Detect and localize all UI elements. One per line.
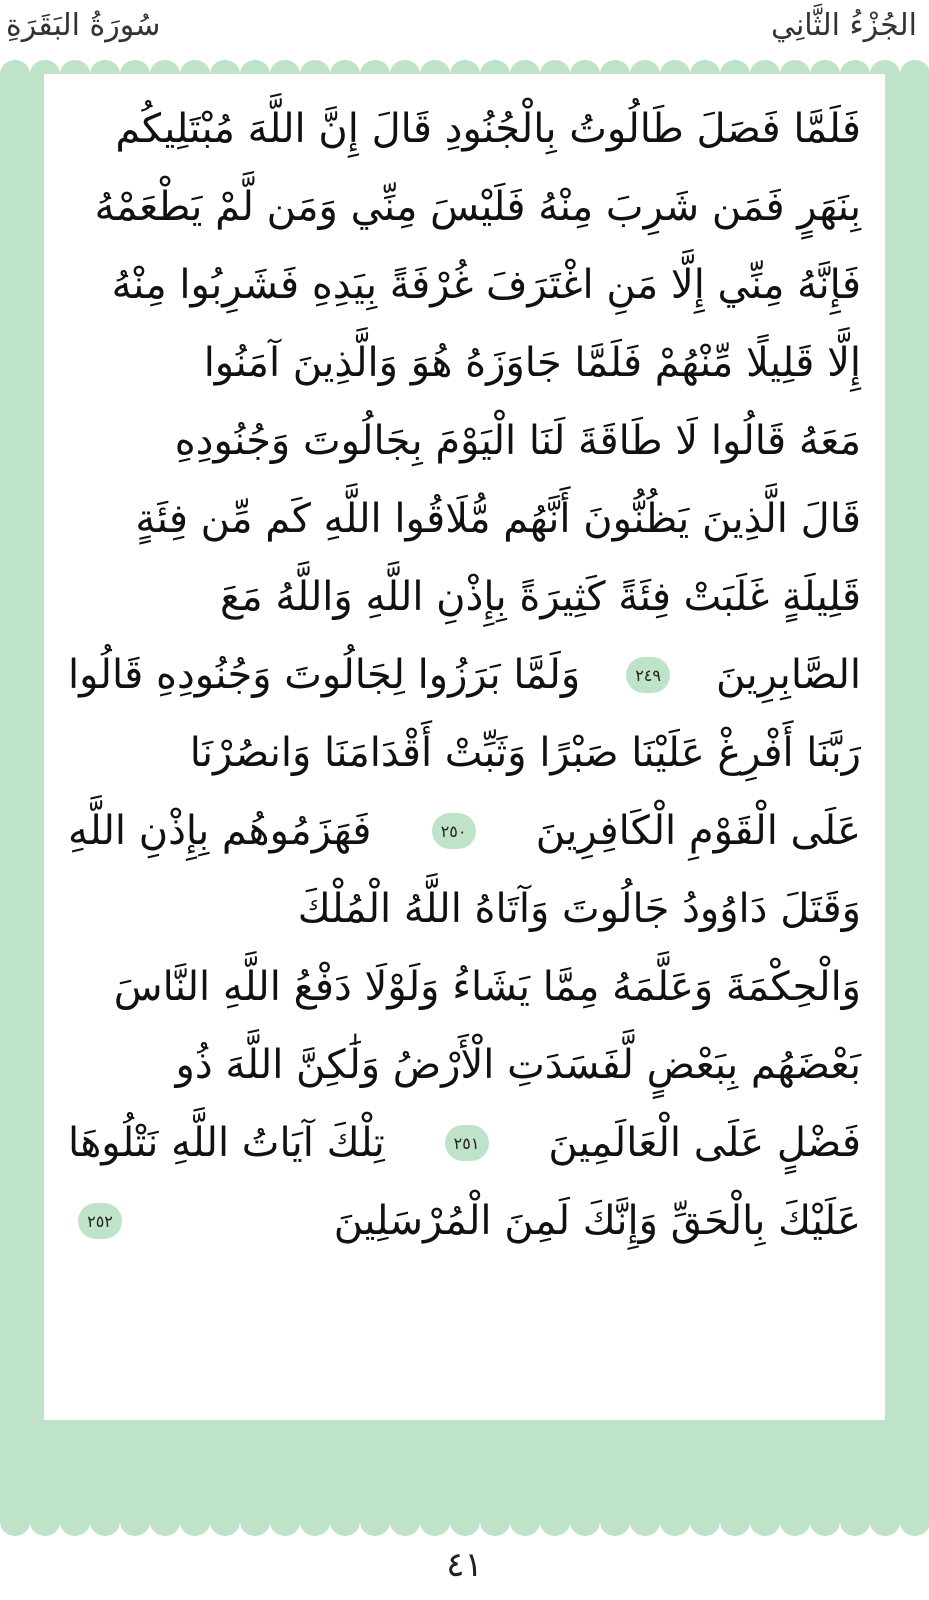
verse-text: قَالَ الَّذِينَ يَظُنُّونَ أَنَّهُم مُّلَاقُوا اللَّهِ كَم مِّن فِئَةٍ (135, 496, 861, 542)
verse-line (68, 1026, 861, 1104)
verse-line (68, 870, 861, 948)
verse-line (68, 636, 861, 714)
verse-text: الصَّابِرِينَ (716, 652, 861, 698)
verse-text: تِلْكَ آيَاتُ اللَّهِ نَتْلُوهَا (68, 1120, 385, 1166)
verse-line (68, 1104, 861, 1182)
ayah-number-marker: ٢٥١ (445, 1125, 489, 1161)
verse-text: فَضْلٍ عَلَى الْعَالَمِينَ (548, 1120, 861, 1166)
text-panel (44, 74, 885, 1420)
verse-line (68, 714, 861, 792)
verse-line (68, 324, 861, 402)
verse-text: وَالْحِكْمَةَ وَعَلَّمَهُ مِمَّا يَشَاءُ وَلَوْلَا دَفْعُ اللَّهِ النَّاسَ (113, 964, 861, 1010)
verse-lines (68, 90, 861, 1420)
verse-line (68, 948, 861, 1026)
verse-text: بِنَهَرٍ فَمَن شَرِبَ مِنْهُ فَلَيْسَ مِنِّي وَمَن لَّمْ يَطْعَمْهُ (94, 184, 861, 230)
verse-text: وَلَمَّا بَرَزُوا لِجَالُوتَ وَجُنُودِهِ قَالُوا (68, 652, 581, 698)
verse-text: إِلَّا قَلِيلًا مِّنْهُمْ فَلَمَّا جَاوَزَهُ هُوَ وَالَّذِينَ آمَنُوا (203, 340, 861, 386)
verse-text: قَلِيلَةٍ غَلَبَتْ فِئَةً كَثِيرَةً بِإِذْنِ اللَّهِ وَاللَّهُ مَعَ (220, 574, 861, 620)
surah-title: سُورَةُ البَقَرَةِ (6, 8, 161, 43)
verse-line (68, 246, 861, 324)
verse-line (68, 792, 861, 870)
verse-line (68, 402, 861, 480)
scallop-border-top-icon (0, 56, 929, 74)
verse-text: فَهَزَمُوهُم بِإِذْنِ اللَّهِ (68, 808, 372, 854)
verse-line (68, 168, 861, 246)
verse-text: عَلَيْكَ بِالْحَقِّ وَإِنَّكَ لَمِنَ الْمُرْسَلِينَ (333, 1198, 861, 1244)
ayah-number-marker: ٢٥٠ (432, 813, 476, 849)
verse-line (68, 90, 861, 168)
verse-text: وَقَتَلَ دَاوُودُ جَالُوتَ وَآتَاهُ اللَّهُ الْمُلْكَ (297, 886, 861, 932)
verse-line (68, 558, 861, 636)
verse-text: بَعْضَهُم بِبَعْضٍ لَّفَسَدَتِ الْأَرْضُ وَلَٰكِنَّ اللَّهَ ذُو (175, 1042, 861, 1088)
ayah-number-marker: ٢٤٩ (626, 657, 670, 693)
verse-line (68, 480, 861, 558)
juz-title: الجُزْءُ الثَّانِي (770, 8, 917, 43)
scallop-border-bottom-icon (0, 1522, 929, 1540)
verse-line (68, 1182, 861, 1260)
page-number: ٤١ (446, 1545, 483, 1585)
page-header (0, 0, 929, 60)
verse-text: مَعَهُ قَالُوا لَا طَاقَةَ لَنَا الْيَوْمَ بِجَالُوتَ وَجُنُودِهِ (174, 418, 861, 464)
ayah-number-marker: ٢٥٢ (78, 1203, 122, 1239)
verse-text: رَبَّنَا أَفْرِغْ عَلَيْنَا صَبْرًا وَثَبِّتْ أَقْدَامَنَا وَانصُرْنَا (189, 730, 861, 776)
verse-text: عَلَى الْقَوْمِ الْكَافِرِينَ (535, 808, 861, 854)
verse-text: فَإِنَّهُ مِنِّي إِلَّا مَنِ اغْتَرَفَ غُرْفَةً بِيَدِهِ فَشَرِبُوا مِنْهُ (111, 262, 861, 308)
verse-text: فَلَمَّا فَصَلَ طَالُوتُ بِالْجُنُودِ قَالَ إِنَّ اللَّهَ مُبْتَلِيكُم (115, 106, 861, 152)
